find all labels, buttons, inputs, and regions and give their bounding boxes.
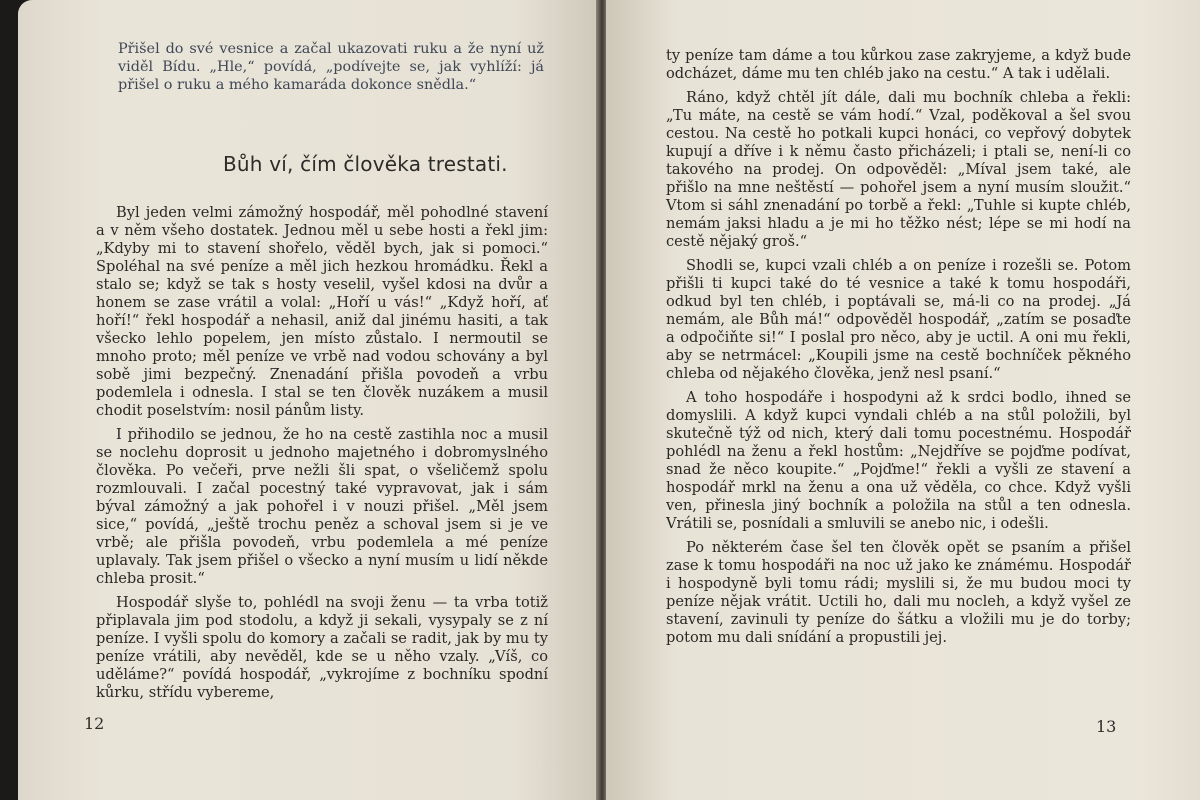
left-top-paragraph: Přišel do své vesnice a začal ukazovati ruku a že nyní už viděl Bídu. „Hle,“ povídá, „podívejte se, jak vyhlíží: já přišel o ruku a mého kamaráda dokonce snědla.“ [118, 41, 544, 93]
left-page-number: 12 [84, 714, 105, 733]
left-main-text-block [96, 204, 548, 708]
left-page [18, 0, 598, 800]
right-page-number: 13 [1096, 717, 1117, 736]
right-paragraph-3: Shodli se, kupci vzali chléb a on peníze i rozešli se. Potom přišli ti kupci také do té vesnice a také k tomu hospodáři, odkud byl ten chléb, i poptávali se, má-li co na prodej. „Já nemám, ale Bůh má!“ odpověděl hospodář, „zatím se posaďte a odpočiňte si!“ I poslal pro něco, aby je uctil. A oni mu řekli, aby se netrmácel: „Koupili jsme na cestě bochníček pěkného chleba od nějakého člověka, jenž nesl psaní.“ [666, 257, 1131, 382]
right-paragraph-1: ty peníze tam dáme a tou kůrkou zase zakryjeme, a když bude odcházet, dáme mu ten chléb jako na cestu.“ A tak i udělali. [666, 47, 1131, 82]
right-page [606, 0, 1200, 800]
right-text-block [666, 47, 1131, 653]
left-paragraph-2: I přihodilo se jednou, že ho na cestě zastihla noc a musil se noclehu doprosit u jednoho majetného i dobromyslného člověka. Po večeři, prve nežli šli spat, o všeličemž spolu rozmlouvali. I začal pocestný také vypravovat, jak i sám býval zámožný a jak pohořel i v nouzi přišel. „Měl jsem sice,“ povídá, „ještě trochu peněz a schoval jsem si je ve vrbě; ale přišla povodeň, vrbu podemlela a mé peníze uplavaly. Tak jsem přišel o všecko a nyní musím u lidí někde chleba prosit.“ [96, 426, 548, 587]
story-title: Bůh ví, čím člověka trestati. [223, 152, 508, 176]
right-paragraph-5: Po některém čase šel ten člověk opět se psaním a přišel zase k tomu hospodáři na noc už jako ke známému. Hospodář i hospodyně byli tomu rádi; myslili si, že mu budou moci ty peníze nějak vrátit. Uctili ho, dali mu nocleh, a když vyšel ze stavení, zavinuli ty peníze do šátku a vložili mu je do torby; potom mu dali snídání a propustili jej. [666, 539, 1131, 646]
right-paragraph-4: A toho hospodáře i hospodyni až k srdci bodlo, ihned se domyslili. A když kupci vyndali chléb a na stůl položili, byl skutečně týž od nich, který dali tomu pocestnému. Hospodář pohlédl na ženu a řekl hostům: „Nejdříve se pojďme podívat, snad že něco koupite.“ „Pojďme!“ řekli a vyšli ze stavení a hospodář mrkl na ženu a ona už věděla, co chce. Když vyšli ven, přinesla jiný bochník a položila na stůl a ten odnesla. Vrátili se, posnídali a smluvili se anebo nic, i odešli. [666, 389, 1131, 532]
left-paragraph-3: Hospodář slyše to, pohlédl na svoji ženu — ta vrba totiž připlavala jim pod stodolu, a když ji sekali, vysypaly se z ní peníze. I vyšli spolu do komory a začali se radit, jak by mu ty peníze vrátili, aby nevěděl, kde se u něho vzaly. „Víš, co uděláme?“ povídá hospodář, „vykrojíme z bochníku spodní kůrku, střídu vybereme, [96, 594, 548, 701]
left-top-paragraph-block [118, 40, 544, 100]
left-paragraph-1: Byl jeden velmi zámožný hospodář, měl pohodlné stavení a v něm všeho dostatek. Jednou měl u sebe hosti a řekl jim: „Kdyby mi to stavení shořelo, věděl bych, jak si pomoci.“ Spoléhal na své peníze a měl jich hezkou hromádku. Řekl a stalo se; když se tak s hosty veselil, vyšel kdosi na dvůr a honem se zase vrátil a volal: „Hoří u vás!“ „Když hoří, ať hoří!“ řekl hospodář a nehasil, aniž dal jinému hasiti, a tak všecko lehlo popelem, jen místo zůstalo. I nermoutil se mnoho proto; měl peníze ve vrbě nad vodou schovány a byl sobě jimi bezpečný. Znenadání přišla povodeň a vrbu podemlela i odnesla. I stal se ten člověk nuzákem a musil chodit poselstvím: nosil pánům listy. [96, 204, 548, 419]
right-paragraph-2: Ráno, když chtěl jít dále, dali mu bochník chleba a řekli: „Tu máte, na cestě se vám hodí.“ Vzal, poděkoval a šel svou cestou. Na cestě ho potkali kupci honáci, co vepřový dobytek kupují a dříve i k němu často přicházeli; i ptali se, není-li co takového na prodej. On odpověděl: „Míval jsem také, ale přišlo na mne neštěstí — pohořel jsem a nyní musím sloužit.“ Vtom si sáhl znenadání po torbě a řekl: „Tuhle si kupte chléb, nemám jaksi hladu a je mi ho těžko nést; lépe se mi hodí na cestě nějaký groš.“ [666, 89, 1131, 250]
